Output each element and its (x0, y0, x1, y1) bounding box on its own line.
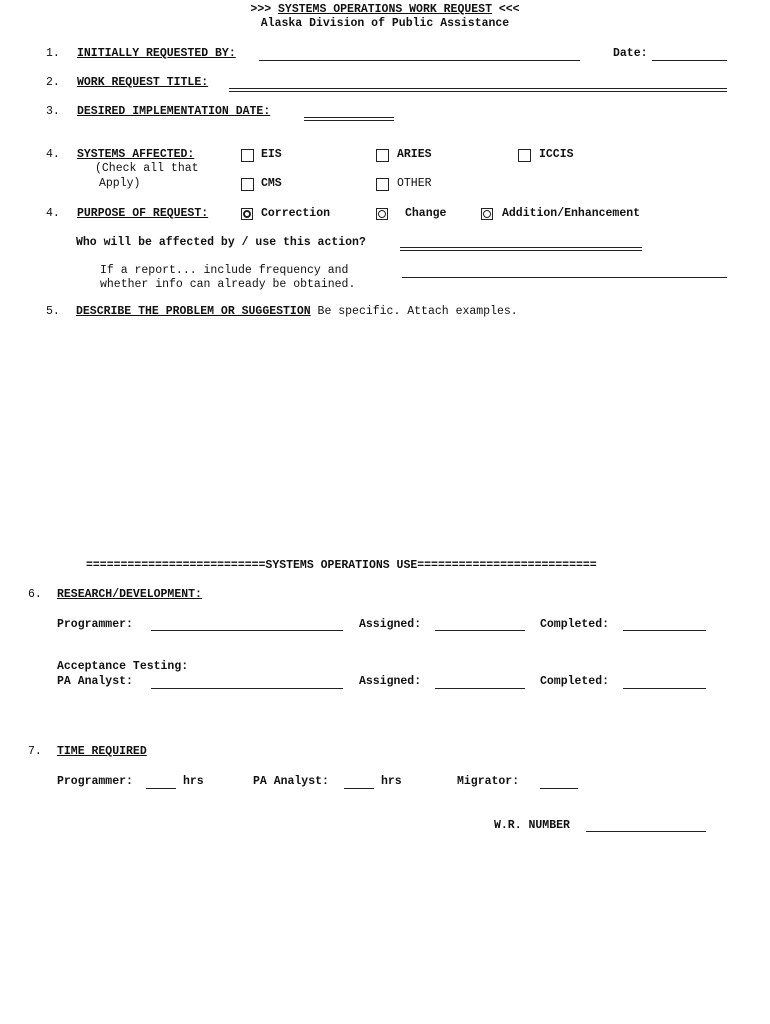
migrator-label: Migrator: (457, 775, 520, 788)
addition-label: Addition/Enhancement (502, 207, 641, 220)
wr-number-field[interactable] (586, 831, 706, 832)
report-note-2: whether info can already be obtained. (100, 278, 356, 291)
iccis-label: ICCIS (539, 148, 574, 161)
addition-radio[interactable] (481, 208, 493, 220)
q4a-number: 4. (46, 148, 60, 161)
aries-label: ARIES (397, 148, 432, 161)
acceptance-testing-label: Acceptance Testing: (57, 660, 189, 673)
q3-label: DESIRED IMPLEMENTATION DATE: (77, 105, 271, 118)
q5-line (76, 305, 518, 318)
programmer-assigned-label: Assigned: (359, 618, 422, 631)
q6-number: 6. (28, 588, 42, 601)
affected-field[interactable] (400, 247, 642, 251)
date-field[interactable] (652, 60, 727, 61)
analyst-completed-label: Completed: (540, 675, 610, 688)
q1-label: INITIALLY REQUESTED BY: (77, 47, 236, 60)
pa-analyst-field[interactable] (151, 688, 343, 689)
programmer-label: Programmer: (57, 618, 133, 631)
q2-number: 2. (46, 76, 60, 89)
programmer-completed-field[interactable] (623, 630, 706, 631)
change-radio[interactable] (376, 208, 388, 220)
change-label: Change (405, 207, 447, 220)
analyst-completed-field[interactable] (623, 688, 706, 689)
analyst-hours-field[interactable] (344, 788, 374, 789)
cms-label: CMS (261, 177, 282, 190)
programmer-field[interactable] (151, 630, 343, 631)
analyst-assigned-label: Assigned: (359, 675, 422, 688)
ops-divider: ==========================SYSTEMS OPERATIONS USE========================== (86, 559, 597, 572)
q1-number: 1. (46, 47, 60, 60)
eis-label: EIS (261, 148, 282, 161)
form-title (0, 3, 770, 16)
time-programmer-label: Programmer: (57, 775, 133, 788)
iccis-checkbox[interactable] (518, 149, 531, 162)
time-pa-analyst-label: PA Analyst: (253, 775, 329, 788)
q4a-hint-2: Apply) (99, 177, 141, 190)
programmer-hrs-label: hrs (183, 775, 204, 788)
programmer-hours-field[interactable] (146, 788, 176, 789)
analyst-hrs-label: hrs (381, 775, 402, 788)
q2-label: WORK REQUEST TITLE: (77, 76, 209, 89)
cms-checkbox[interactable] (241, 178, 254, 191)
wr-number-label: W.R. NUMBER (494, 819, 570, 832)
q4b-label: PURPOSE OF REQUEST: (77, 207, 209, 220)
other-label: OTHER (397, 177, 432, 190)
q4b-number: 4. (46, 207, 60, 220)
aries-checkbox[interactable] (376, 149, 389, 162)
form-title-text: SYSTEMS OPERATIONS WORK REQUEST (278, 3, 492, 16)
correction-label: Correction (261, 207, 331, 220)
affected-question: Who will be affected by / use this action? (76, 236, 366, 249)
q4a-label: SYSTEMS AFFECTED: (77, 148, 195, 161)
date-label: Date: (613, 47, 648, 60)
q7-label: TIME REQUIRED (57, 745, 147, 758)
q6-label: RESEARCH/DEVELOPMENT: (57, 588, 202, 601)
title-suffix: <<< (491, 3, 520, 16)
other-checkbox[interactable] (376, 178, 389, 191)
form-subtitle: Alaska Division of Public Assistance (260, 17, 510, 30)
report-field[interactable] (402, 277, 727, 278)
implementation-date-field[interactable] (304, 117, 394, 121)
report-note-1: If a report... include frequency and (100, 264, 349, 277)
q5-hint: Be specific. Attach examples. (310, 305, 518, 318)
pa-analyst-label: PA Analyst: (57, 675, 133, 688)
q7-number: 7. (28, 745, 42, 758)
migrator-field[interactable] (540, 788, 578, 789)
correction-radio[interactable] (241, 208, 253, 220)
q3-number: 3. (46, 105, 60, 118)
eis-checkbox[interactable] (241, 149, 254, 162)
programmer-assigned-field[interactable] (435, 630, 525, 631)
q5-number: 5. (46, 305, 60, 318)
work-request-title-field[interactable] (229, 88, 727, 92)
problem-description-area[interactable] (76, 322, 726, 552)
analyst-assigned-field[interactable] (435, 688, 525, 689)
q5-label: DESCRIBE THE PROBLEM OR SUGGESTION (76, 305, 311, 318)
title-prefix: >>> (250, 3, 279, 16)
requested-by-field[interactable] (259, 60, 580, 61)
programmer-completed-label: Completed: (540, 618, 610, 631)
q4a-hint-1: (Check all that (95, 162, 199, 175)
